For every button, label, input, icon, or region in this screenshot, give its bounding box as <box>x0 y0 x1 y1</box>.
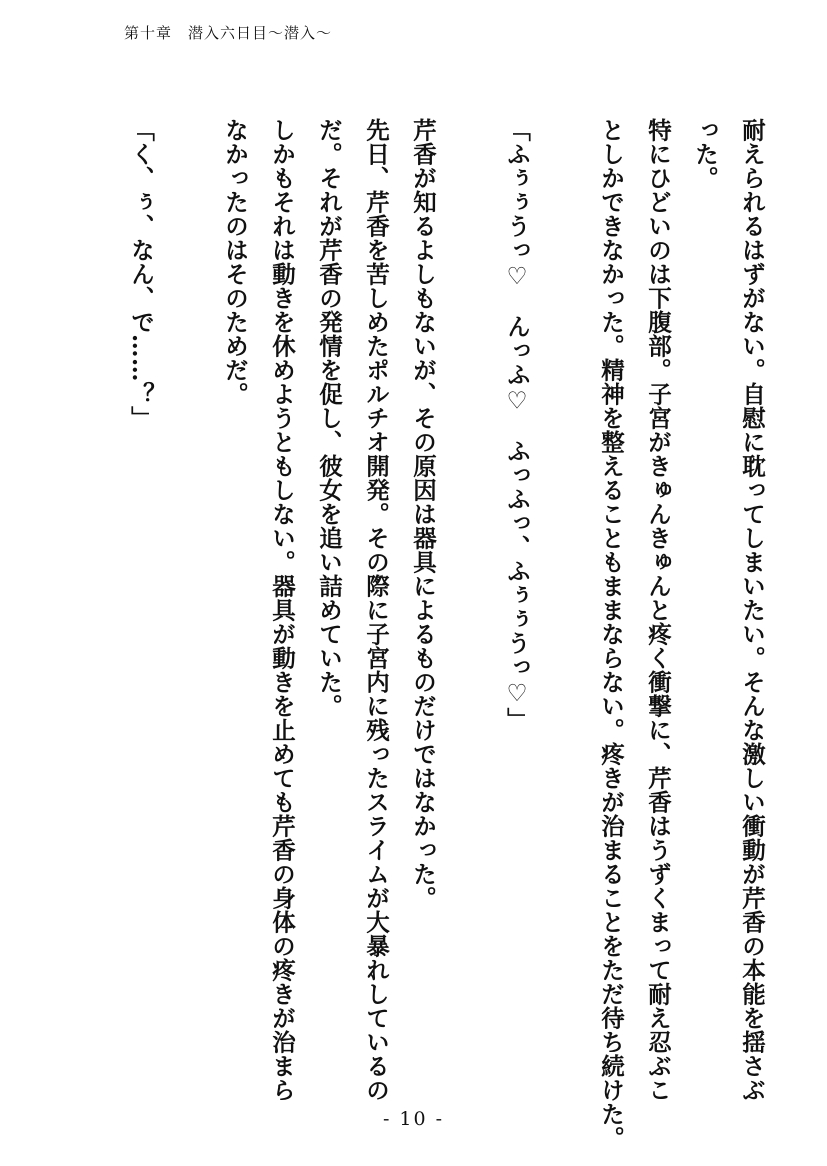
body-line: だ。それが芹香の発情を促し、彼女を追い詰めていた。 <box>315 118 343 718</box>
dialogue-line: 「ふぅぅうっ♡ んっふ♡ ふっふっ、ふぅぅうっ♡」 <box>503 118 531 732</box>
body-line: 特にひどいのは下腹部。子宮がきゅんきゅんと疼く衝撃に、芹香はうずくまって耐え忍ぶこ <box>644 118 672 1102</box>
body-line: 芹香が知るよしもないが、その原因は器具によるものだけではなかった。 <box>409 118 437 910</box>
blank-line <box>540 118 587 1078</box>
dialogue-line: 「く、ぅ、なん、で……？」 <box>127 118 155 430</box>
body-line: としかできなかった。精神を整えることもままならない。疼きが治まることをただ待ち続けた。 <box>597 118 625 1150</box>
body-line: 先日、芹香を苦しめたポルチオ開発。その際に子宮内に残ったスライムが大暴れしているの <box>362 118 390 1102</box>
blank-line <box>446 118 493 1078</box>
page-number: - 10 - <box>382 1108 445 1130</box>
blank-line <box>164 118 211 1078</box>
running-header: 第十章 潜入六日目〜潜入〜 <box>124 24 333 42</box>
body-line: 耐えられるはずがない。自慰に耽ってしまいたい。そんな激しい衝動が芹香の本能を揺さぶ <box>738 118 766 1102</box>
body-line: なかったのはそのためだ。 <box>221 118 249 406</box>
body-line: しかもそれは動きを休めようともしない。器具が動きを止めても芹香の身体の疼きが治まら <box>268 118 296 1102</box>
body-line: った。 <box>691 118 719 190</box>
